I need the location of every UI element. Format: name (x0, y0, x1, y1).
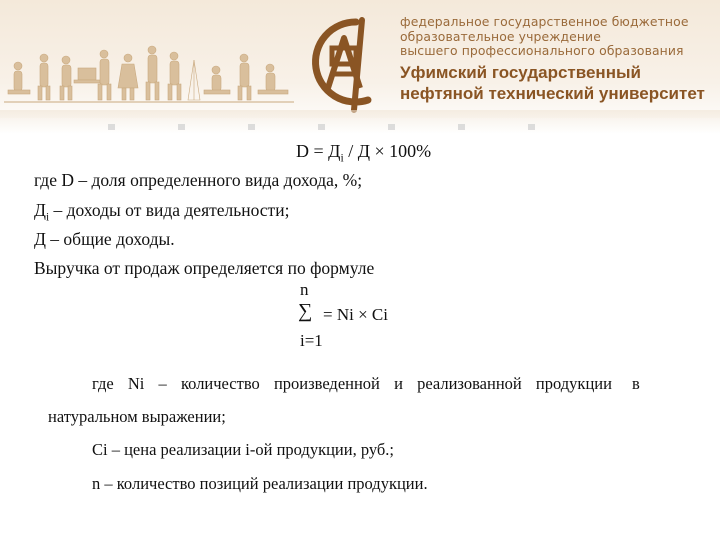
word: продукции (535, 374, 612, 393)
share-formula (296, 141, 431, 165)
definition-d: где D – доля определенного вида дохода, %; (34, 170, 363, 190)
word: произведенной (273, 374, 380, 393)
di-sub: i (45, 211, 50, 224)
explanation-ci: Ci – цена реализации i-ой продукции, руб.; (92, 440, 394, 459)
sum-symbol: ∑ (298, 300, 313, 322)
university-name (400, 62, 718, 104)
sum-upper-limit: n (300, 280, 309, 299)
explanation-ni (92, 374, 612, 394)
institution-line: федеральное государственное бюджетное (400, 14, 689, 29)
usptu-logo-icon (298, 14, 388, 114)
institution-line: высшего профессионального образования (400, 43, 684, 58)
workers-frieze-icon (4, 40, 294, 106)
di-symbol: Д (34, 200, 46, 220)
institution-line: образовательное учреждение (400, 28, 601, 44)
university-line: нефтяной технический университет (400, 84, 705, 103)
university-line: Уфимский государственный (400, 63, 641, 82)
word: количество (180, 374, 260, 393)
word: – (158, 374, 167, 393)
di-text: – доходы от вида деятельности; (49, 200, 290, 220)
revenue-intro: Выручка от продаж определяется по формуле (34, 258, 375, 278)
formula-lhs: D = Д (296, 141, 341, 161)
word: реализованной (417, 374, 522, 393)
explanation-n: n – количество позиций реализации продукции. (92, 474, 428, 493)
institution-name (400, 15, 718, 59)
ghost-text-remnant (108, 124, 578, 130)
formula-sub: i (340, 151, 344, 165)
header-fade (0, 110, 720, 134)
definition-di (34, 200, 289, 224)
header-banner (0, 0, 720, 118)
definition-total: Д – общие доходы. (34, 229, 175, 249)
explanation-ni-cont: натуральном выражении; (48, 407, 226, 426)
word: и (394, 374, 403, 393)
sum-expression: = Ni × Ci (323, 305, 388, 324)
explanation-ni-last-word: в (632, 374, 640, 393)
sum-lower-limit: i=1 (300, 331, 323, 350)
word: Ni (127, 374, 145, 393)
word: где (92, 374, 114, 393)
formula-rhs: / Д × 100% (343, 141, 432, 161)
